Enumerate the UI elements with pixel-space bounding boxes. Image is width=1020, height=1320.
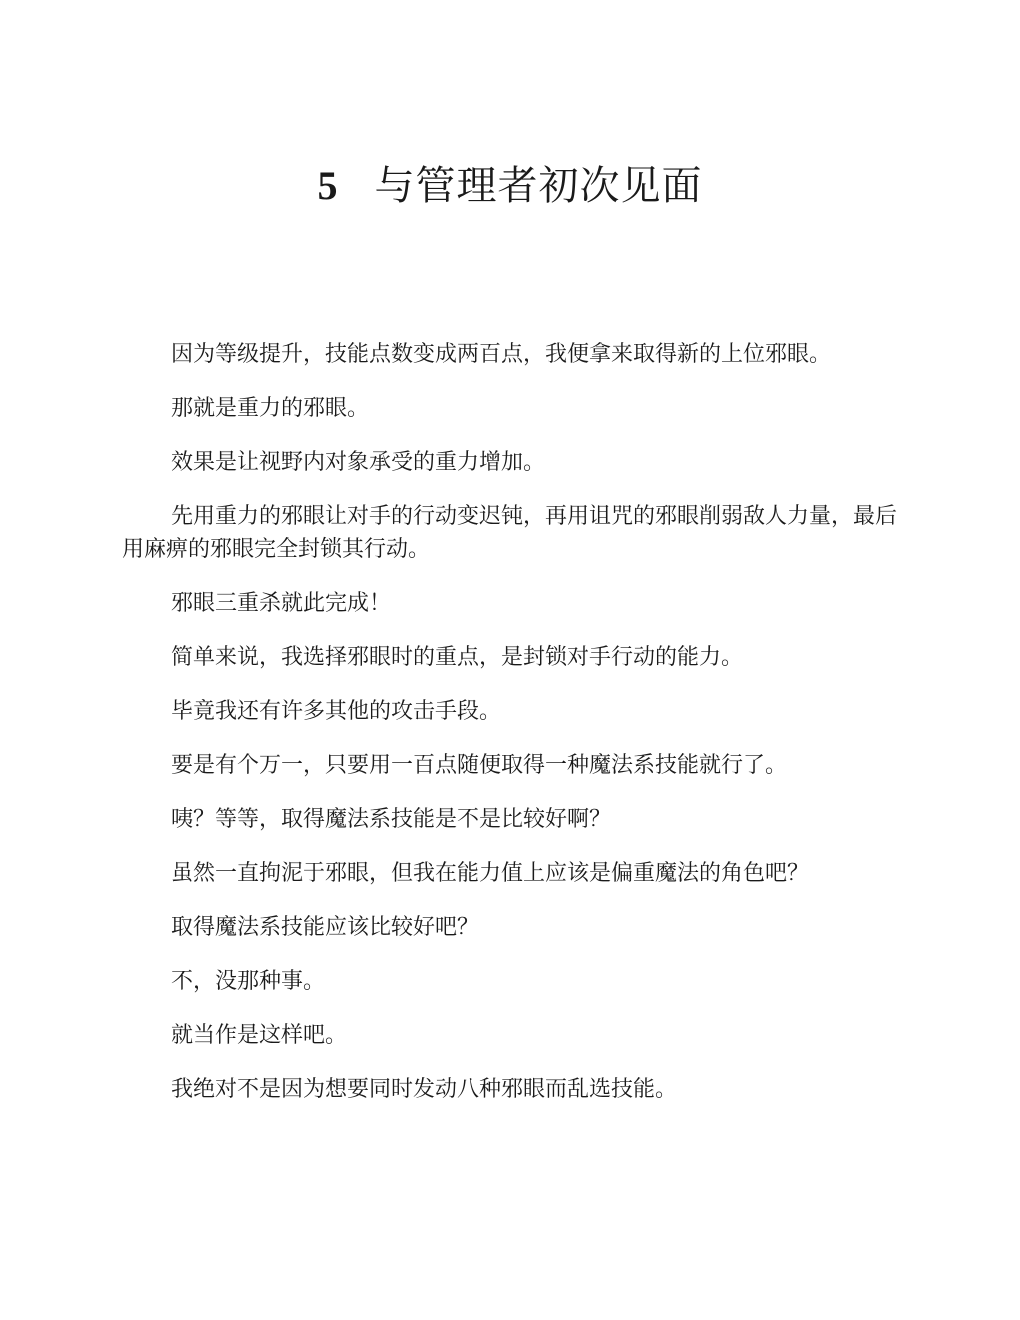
- paragraph: 先用重力的邪眼让对手的行动变迟钝，再用诅咒的邪眼削弱敌人力量，最后用麻痹的邪眼完全封锁其行动。: [122, 504, 898, 562]
- paragraph: 邪眼三重杀就此完成！: [171, 591, 392, 616]
- paragraph: 简单来说，我选择邪眼时的重点，是封锁对手行动的能力。: [171, 645, 744, 670]
- paragraph: 那就是重力的邪眼。: [171, 396, 370, 421]
- paragraph: 咦？等等，取得魔法系技能是不是比较好啊？: [171, 807, 612, 832]
- chapter-number: 5: [317, 163, 339, 208]
- paragraph: 要是有个万一，只要用一百点随便取得一种魔法系技能就行了。: [171, 753, 788, 778]
- paragraph: 效果是让视野内对象承受的重力增加。: [171, 450, 546, 475]
- paragraph: 我绝对不是因为想要同时发动八种邪眼而乱选技能。: [171, 1077, 678, 1102]
- paragraph: 就当作是这样吧。: [171, 1023, 348, 1048]
- paragraph: 因为等级提升，技能点数变成两百点，我便拿来取得新的上位邪眼。: [171, 342, 832, 367]
- chapter-title-text: 与管理者初次见面: [374, 163, 703, 209]
- chapter-body: [122, 338, 912, 1127]
- paragraph: 毕竟我还有许多其他的攻击手段。: [171, 699, 502, 724]
- chapter-title: [0, 158, 1020, 214]
- paragraph: 虽然一直拘泥于邪眼，但我在能力值上应该是偏重魔法的角色吧？: [171, 861, 810, 886]
- paragraph: 不，没那种事。: [171, 969, 326, 994]
- paragraph: 取得魔法系技能应该比较好吧？: [171, 915, 480, 940]
